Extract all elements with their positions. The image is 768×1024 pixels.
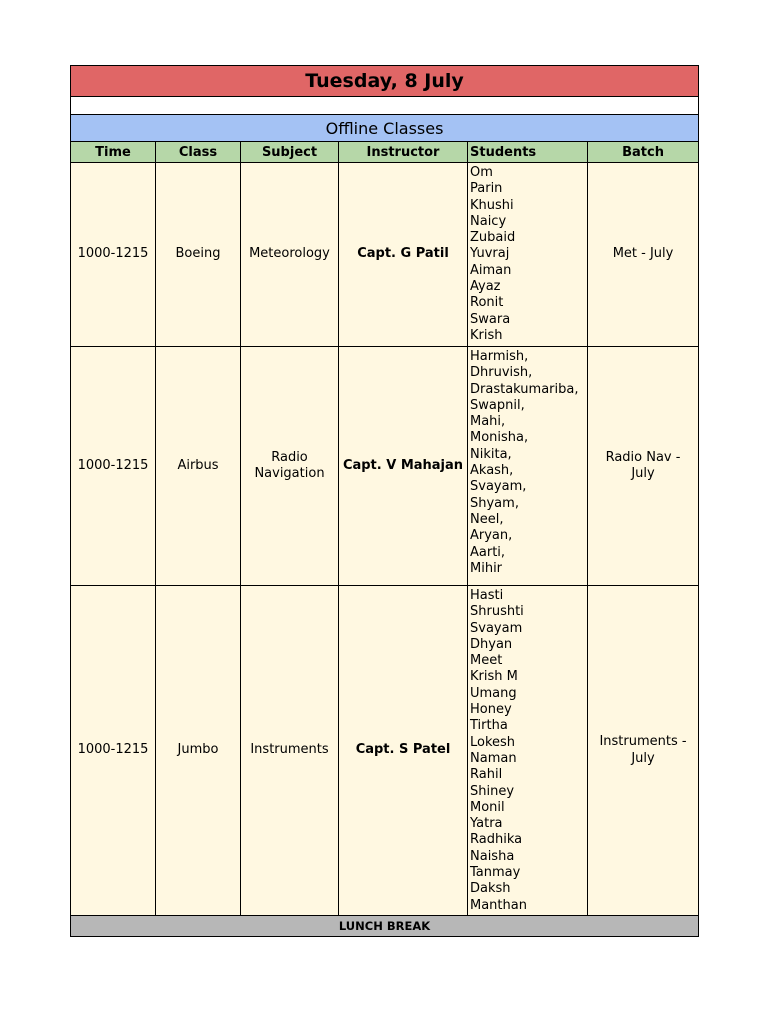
student-name: Swara [470, 311, 511, 327]
spacer-row [71, 97, 699, 115]
student-name: Drastakumariba, [470, 381, 579, 397]
lunch-row [71, 916, 699, 937]
cell-class: Airbus [156, 347, 241, 586]
cell-class: Jumbo [156, 586, 241, 916]
cell-subject: Radio Navigation [241, 347, 339, 586]
student-name: Mihir [470, 560, 503, 576]
page-title: Tuesday, 8 July [71, 66, 699, 97]
header-class: Class [156, 142, 241, 163]
student-name: Aiman [470, 262, 512, 278]
cell-students [468, 163, 588, 347]
header-row [71, 142, 699, 163]
student-name: Tirtha [470, 718, 508, 734]
student-name: Mahi, [470, 414, 506, 430]
header-subject: Subject [241, 142, 339, 163]
student-name: Umang [470, 685, 517, 701]
student-name: Naman [470, 750, 517, 766]
student-name: Aarti, [470, 544, 506, 560]
cell-students [468, 586, 588, 916]
student-name: Ayaz [470, 279, 501, 295]
student-name: Meet [470, 653, 503, 669]
lunch-break-label: LUNCH BREAK [71, 916, 699, 937]
spacer-cell [71, 97, 699, 115]
header-students: Students [468, 142, 588, 163]
student-name: Khushi [470, 197, 514, 213]
cell-instructor: Capt. V Mahajan [339, 347, 468, 586]
student-name: Naicy [470, 213, 507, 229]
section-row [71, 115, 699, 142]
student-name: Naisha [470, 848, 515, 864]
student-name: Ronit [470, 295, 504, 311]
student-name: Manthan [470, 897, 527, 913]
cell-instructor: Capt. S Patel [339, 586, 468, 916]
student-name: Svayam, [470, 479, 527, 495]
student-name: Honey [470, 702, 512, 718]
table-row [71, 586, 699, 916]
student-name: Akash, [470, 463, 514, 479]
student-name: Aryan, [470, 528, 513, 544]
student-name: Yatra [470, 816, 503, 832]
cell-time: 1000-1215 [71, 347, 156, 586]
student-name: Yuvraj [470, 246, 510, 262]
table-row [71, 347, 699, 586]
cell-subject: Meteorology [241, 163, 339, 347]
cell-batch: Instruments - July [588, 586, 699, 916]
student-name: Daksh [470, 881, 511, 897]
header-instructor: Instructor [339, 142, 468, 163]
student-name: Hasti [470, 588, 504, 603]
student-name: Monil [470, 799, 505, 815]
title-row [71, 66, 699, 97]
header-time: Time [71, 142, 156, 163]
cell-batch: Radio Nav - July [588, 347, 699, 586]
cell-batch: Met - July [588, 163, 699, 347]
student-name: Radhika [470, 832, 523, 848]
student-name: Lokesh [470, 734, 516, 750]
student-name: Krish [470, 327, 503, 343]
student-name: Om [470, 165, 493, 180]
student-name: Svayam [470, 620, 523, 636]
student-name: Zubaid [470, 230, 516, 246]
table-row [71, 163, 699, 347]
cell-instructor: Capt. G Patil [339, 163, 468, 347]
cell-subject: Instruments [241, 586, 339, 916]
header-batch: Batch [588, 142, 699, 163]
student-name: Tanmay [470, 865, 521, 881]
student-name: Nikita, [470, 446, 512, 462]
student-name: Swapnil, [470, 397, 525, 413]
student-name: Monisha, [470, 430, 529, 446]
student-name: Rahil [470, 767, 503, 783]
student-name: Neel, [470, 511, 504, 527]
student-name: Shyam, [470, 495, 519, 511]
student-name: Harmish, [470, 349, 529, 364]
student-name: Dhyan [470, 636, 513, 652]
schedule-sheet [70, 65, 698, 937]
schedule-table [70, 65, 699, 937]
section-title: Offline Classes [71, 115, 699, 142]
cell-time: 1000-1215 [71, 586, 156, 916]
student-name: Shrushti [470, 604, 524, 620]
cell-time: 1000-1215 [71, 163, 156, 347]
cell-class: Boeing [156, 163, 241, 347]
student-name: Parin [470, 181, 503, 197]
cell-students [468, 347, 588, 586]
student-name: Krish M [470, 669, 518, 685]
student-name: Dhruvish, [470, 365, 533, 381]
student-name: Shiney [470, 783, 515, 799]
